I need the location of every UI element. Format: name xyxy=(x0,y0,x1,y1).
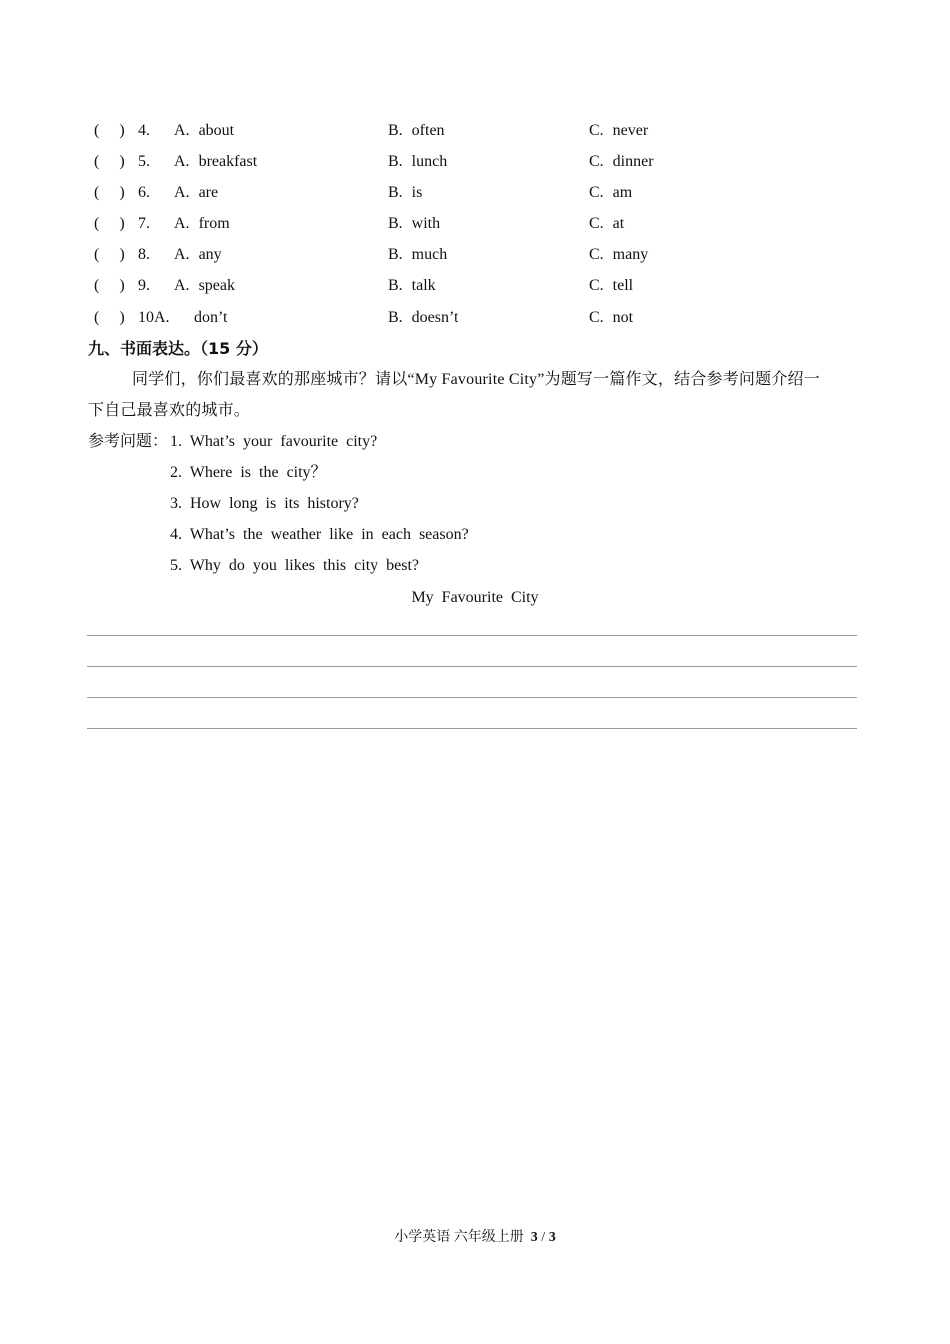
reference-question: 2. Where is the city？ xyxy=(170,464,327,481)
answer-blank[interactable]: ( ) xyxy=(94,277,125,294)
option-b: B. with xyxy=(388,215,441,232)
answer-blank[interactable]: ( ) xyxy=(94,309,125,326)
option-c: C. many xyxy=(589,246,649,263)
instruction-paragraph xyxy=(88,364,868,426)
option-a: A. breakfast xyxy=(174,153,258,170)
page-total: 3 xyxy=(548,1230,556,1245)
option-a: A. any xyxy=(174,246,222,263)
question-row-7 xyxy=(88,212,868,236)
writing-line[interactable] xyxy=(87,635,857,636)
reference-question: 1. What’s your favourite city? xyxy=(170,433,378,450)
answer-blank[interactable]: ( ) xyxy=(94,246,125,263)
question-row-9 xyxy=(88,274,868,298)
question-number: 10A. xyxy=(138,309,170,326)
option-c: C. am xyxy=(589,184,633,201)
reference-question: 5. Why do you likes this city best? xyxy=(170,557,420,574)
option-c: C. at xyxy=(589,215,625,232)
question-row-10 xyxy=(88,306,868,330)
answer-blank[interactable]: ( ) xyxy=(94,215,125,232)
instruction-line: 同学们，你们最喜欢的那座城市？请以“My Favourite City”为题写一篇作文，结合参考问题介绍一 xyxy=(132,371,820,388)
option-c: C. never xyxy=(589,122,649,139)
question-number: 7. xyxy=(138,215,150,232)
reference-label: 参考问题： xyxy=(88,433,169,450)
answer-blank[interactable]: ( ) xyxy=(94,184,125,201)
essay-title: My Favourite City xyxy=(411,589,539,606)
question-number: 4. xyxy=(138,122,150,139)
answer-blank[interactable]: ( ) xyxy=(94,153,125,170)
question-row-6 xyxy=(88,181,868,205)
page-number: 3 xyxy=(530,1230,538,1245)
instruction-line: 下自己最喜欢的城市。 xyxy=(88,402,251,419)
option-c: C. dinner xyxy=(589,153,654,170)
option-a: don’t xyxy=(194,309,228,326)
option-a: A. are xyxy=(174,184,219,201)
writing-line[interactable] xyxy=(87,728,857,729)
option-b: B. doesn’t xyxy=(388,309,459,326)
footer-subject: 小学英语 六年级上册 xyxy=(394,1230,524,1245)
option-b: B. much xyxy=(388,246,448,263)
question-number: 5. xyxy=(138,153,150,170)
page-footer xyxy=(0,1227,950,1249)
option-b: B. often xyxy=(388,122,445,139)
option-b: B. lunch xyxy=(388,153,448,170)
question-number: 6. xyxy=(138,184,150,201)
question-row-5 xyxy=(88,150,868,174)
section-title: 九、书面表达。（15 分） xyxy=(88,339,268,358)
writing-line[interactable] xyxy=(87,666,857,667)
option-a: A. from xyxy=(174,215,230,232)
reference-question: 4. What’s the weather like in each season? xyxy=(170,526,469,543)
question-row-8 xyxy=(88,243,868,267)
page-separator: / xyxy=(541,1230,546,1245)
option-c: C. not xyxy=(589,309,634,326)
reference-question: 3. How long is its history? xyxy=(170,495,359,512)
question-number: 8. xyxy=(138,246,150,263)
option-a: A. about xyxy=(174,122,235,139)
option-c: C. tell xyxy=(589,277,634,294)
question-number: 9. xyxy=(138,277,150,294)
option-b: B. is xyxy=(388,184,423,201)
option-a: A. speak xyxy=(174,277,235,294)
question-row-4 xyxy=(88,119,868,143)
answer-blank[interactable]: ( ) xyxy=(94,122,125,139)
option-b: B. talk xyxy=(388,277,436,294)
writing-line[interactable] xyxy=(87,697,857,698)
